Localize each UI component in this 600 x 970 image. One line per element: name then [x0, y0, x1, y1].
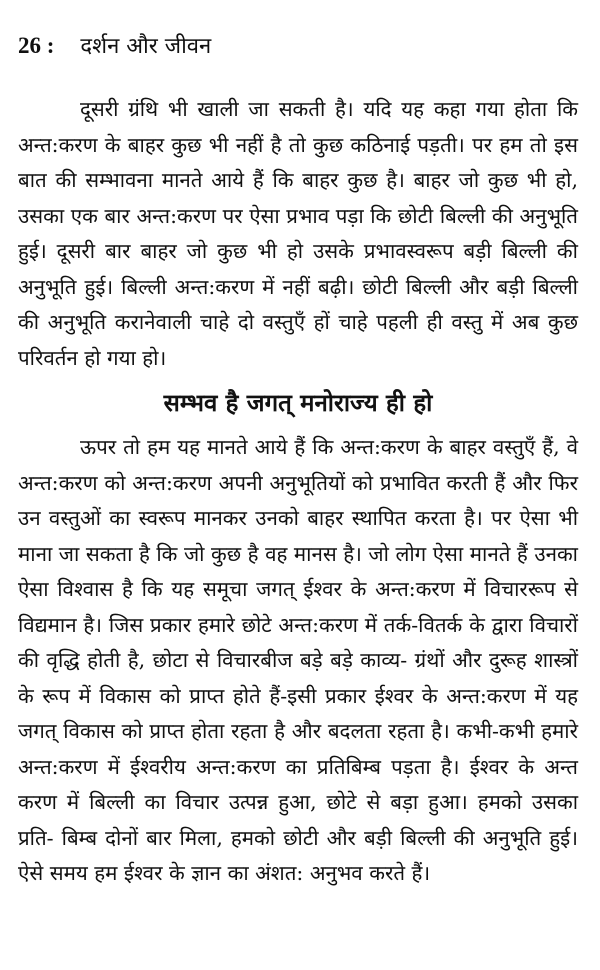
section-heading: सम्भव है जगत् मनोराज्य ही हो — [163, 388, 433, 417]
page-number: 26 : — [18, 33, 55, 58]
paragraph: ऊपर तो हम यह मानते आये हैं कि अन्त:करण के बाहर वस्तुएँ हैं, वे अन्त:करण को अन्त:करण अपनी अनुभूतियों को प्रभावित करती हैं और फिर उन वस्तुओं का स्वरूप मानकर उनको बाहर स्थापित करता है। पर ऐसा भी माना जा सकता है कि जो कुछ है वह मानस है। जो लोग ऐसा मानते हैं उनका ऐसा विश्वास है कि यह समूचा जगत् ईश्वर के अन्त:करण में विचाररूप से विद्यमान है। जिस प्रकार हमारे छोटे अन्त:करण में तर्क-वितर्क के द्वारा विचारों की वृद्धि होती है, छोटा से विचारबीज बड़े बड़े काव्य- ग्रंथों और दुरूह शास्त्रों के रूप में विकास को प्राप्त होते हैं-इसी प्रकार ईश्वर के अन्त:करण में यह जगत् विकास को प्राप्त होता रहता है और बदलता रहता है। कभी-कभी हमारे अन्त:करण में ईश्वरीय अन्त:करण का प्रतिबिम्ब पड़ता है। ईश्वर के अन्त करण में बिल्ली का विचार उत्पन्न हुआ, छोटे से बड़ा हुआ। हमको उसका प्रति- बिम्ब दोनों बार मिला, हमको छोटी और बड़ी बिल्ली की अनुभूति हुई। ऐसे समय हम ईश्वर के ज्ञान का अंशत: अनुभव करते हैं। — [18, 435, 578, 885]
paragraph: दूसरी ग्रंथि भी खाली जा सकती है। यदि यह कहा गया होता कि अन्त:करण के बाहर कुछ भी नहीं है तो कुछ कठिनाई पड़ती। पर हम तो इस बात की सम्भावना मानते आये हैं कि बाहर कुछ है। बाहर जो कुछ भी हो, उसका एक बार अन्त:करण पर ऐसा प्रभाव पड़ा कि छोटी बिल्ली की अनुभूति हुई। दूसरी बार बाहर जो कुछ भी हो उसके प्रभावस्वरूप बड़ी बिल्ली की अनुभूति हुई। बिल्ली अन्त:करण में नहीं बढ़ी। छोटी बिल्ली और बड़ी बिल्ली की अनुभूति करानेवाली चाहे दो वस्तुएँ हों चाहे पहली ही वस्तु में अब कुछ परिवर्तन हो गया हो। — [18, 97, 578, 370]
book-title: दर्शन और जीवन — [80, 34, 212, 59]
running-header — [18, 30, 578, 60]
